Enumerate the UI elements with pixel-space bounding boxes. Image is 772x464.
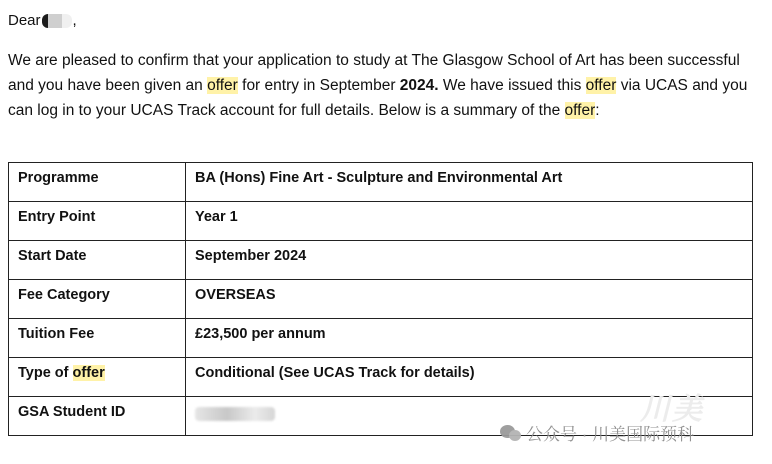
offer-highlight: offer: [585, 77, 617, 94]
intake-year: 2024.: [399, 77, 439, 94]
redacted-student-id: [195, 407, 275, 421]
row-label-type-of-offer: [9, 358, 186, 397]
greeting-prefix: Dear: [8, 12, 41, 29]
row-label-programme: Programme: [9, 163, 186, 202]
offer-highlight: offer: [564, 102, 596, 119]
greeting: [8, 8, 77, 34]
wechat-icon: [500, 425, 522, 442]
watermark-logo: 川美: [640, 393, 704, 426]
row-value-type-of-offer: Conditional (See UCAS Track for details): [186, 358, 753, 397]
offer-highlight: offer: [207, 77, 238, 94]
intro-text-4: via UCAS and you can log in to your UCAS Track account for full details. Below is a summary of the: [8, 77, 748, 119]
row-label-start-date: Start Date: [9, 241, 186, 280]
watermark-text: 公众号 · 川美国际预科: [526, 425, 695, 444]
watermark: [500, 420, 694, 445]
greeting-suffix: ,: [72, 12, 77, 29]
table-row: [9, 280, 753, 319]
intro-text-3: We have issued this: [438, 77, 586, 94]
row-label-tuition-fee: Tuition Fee: [9, 319, 186, 358]
label-prefix: Type of: [18, 365, 73, 381]
row-value-fee-category: OVERSEAS: [186, 280, 753, 319]
intro-paragraph: [8, 48, 760, 123]
intro-text-1: We are pleased to confirm that your application to study at The Glasgow School of Art has been successful and you have been given an: [8, 52, 740, 94]
row-value-programme: BA (Hons) Fine Art - Sculpture and Environmental Art: [186, 163, 753, 202]
row-value-tuition-fee: £23,500 per annum: [186, 319, 753, 358]
offer-highlight: offer: [72, 365, 105, 381]
table-row: [9, 202, 753, 241]
table-row: [9, 163, 753, 202]
redacted-name: [42, 14, 72, 28]
table-row: [9, 241, 753, 280]
intro-text-5: :: [595, 102, 600, 119]
intro-text-2: for entry in September: [237, 77, 400, 94]
row-label-fee-category: Fee Category: [9, 280, 186, 319]
row-value-start-date: September 2024: [186, 241, 753, 280]
row-value-entry-point: Year 1: [186, 202, 753, 241]
row-label-student-id: GSA Student ID: [9, 397, 186, 436]
table-row: [9, 319, 753, 358]
row-label-entry-point: Entry Point: [9, 202, 186, 241]
